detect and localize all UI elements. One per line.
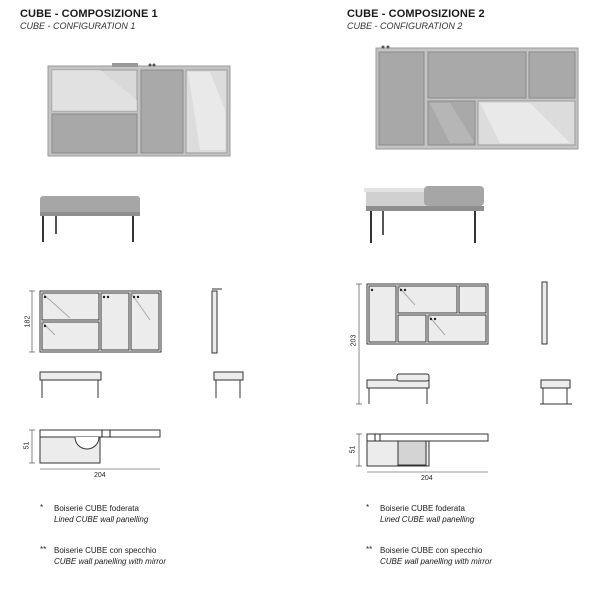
legend-lined-it: Boiserie CUBE foderata — [54, 504, 139, 513]
front-elevation — [29, 291, 161, 398]
depth-dimension: 51 — [23, 441, 31, 450]
config-title: CUBE - COMPOSIZIONE 2 — [347, 8, 485, 20]
config-subtitle: CUBE - CONFIGURATION 2 — [347, 21, 463, 31]
bench-render — [364, 186, 484, 243]
legend-lined-it: Boiserie CUBE foderata — [380, 504, 465, 513]
front-elevation — [356, 284, 488, 404]
legend-lined-en: Lined CUBE wall panelling — [54, 515, 149, 524]
wall-panel-render — [376, 46, 578, 150]
width-dimension: 204 — [94, 472, 106, 479]
legend-mark: ** — [40, 545, 47, 554]
configuration-2 — [300, 0, 600, 590]
legend-lined-en: Lined CUBE wall panelling — [380, 515, 475, 524]
wall-panel-render — [48, 63, 230, 156]
legend-mirror-it: Boiserie CUBE con specchio — [54, 546, 157, 555]
depth-dimension: 51 — [349, 445, 357, 454]
legend-mark: * — [366, 503, 370, 512]
legend-mirror-en: CUBE wall panelling with mirror — [54, 557, 167, 566]
legend-mirror-it: Boiserie CUBE con specchio — [380, 546, 483, 555]
height-dimension: 203 — [350, 334, 358, 347]
width-dimension: 204 — [421, 475, 433, 482]
bench-render — [40, 196, 140, 242]
plan-view — [29, 430, 160, 469]
height-dimension: 182 — [24, 315, 32, 328]
legend-mark: ** — [366, 545, 373, 554]
legend-mark: * — [40, 503, 44, 512]
side-elevation — [212, 289, 243, 398]
config-title: CUBE - COMPOSIZIONE 1 — [20, 8, 158, 20]
config-subtitle: CUBE - CONFIGURATION 1 — [20, 21, 136, 31]
side-elevation — [540, 282, 572, 404]
legend-mirror-en: CUBE wall panelling with mirror — [380, 557, 493, 566]
config-2-drawings — [300, 0, 600, 590]
plan-view — [356, 434, 488, 472]
